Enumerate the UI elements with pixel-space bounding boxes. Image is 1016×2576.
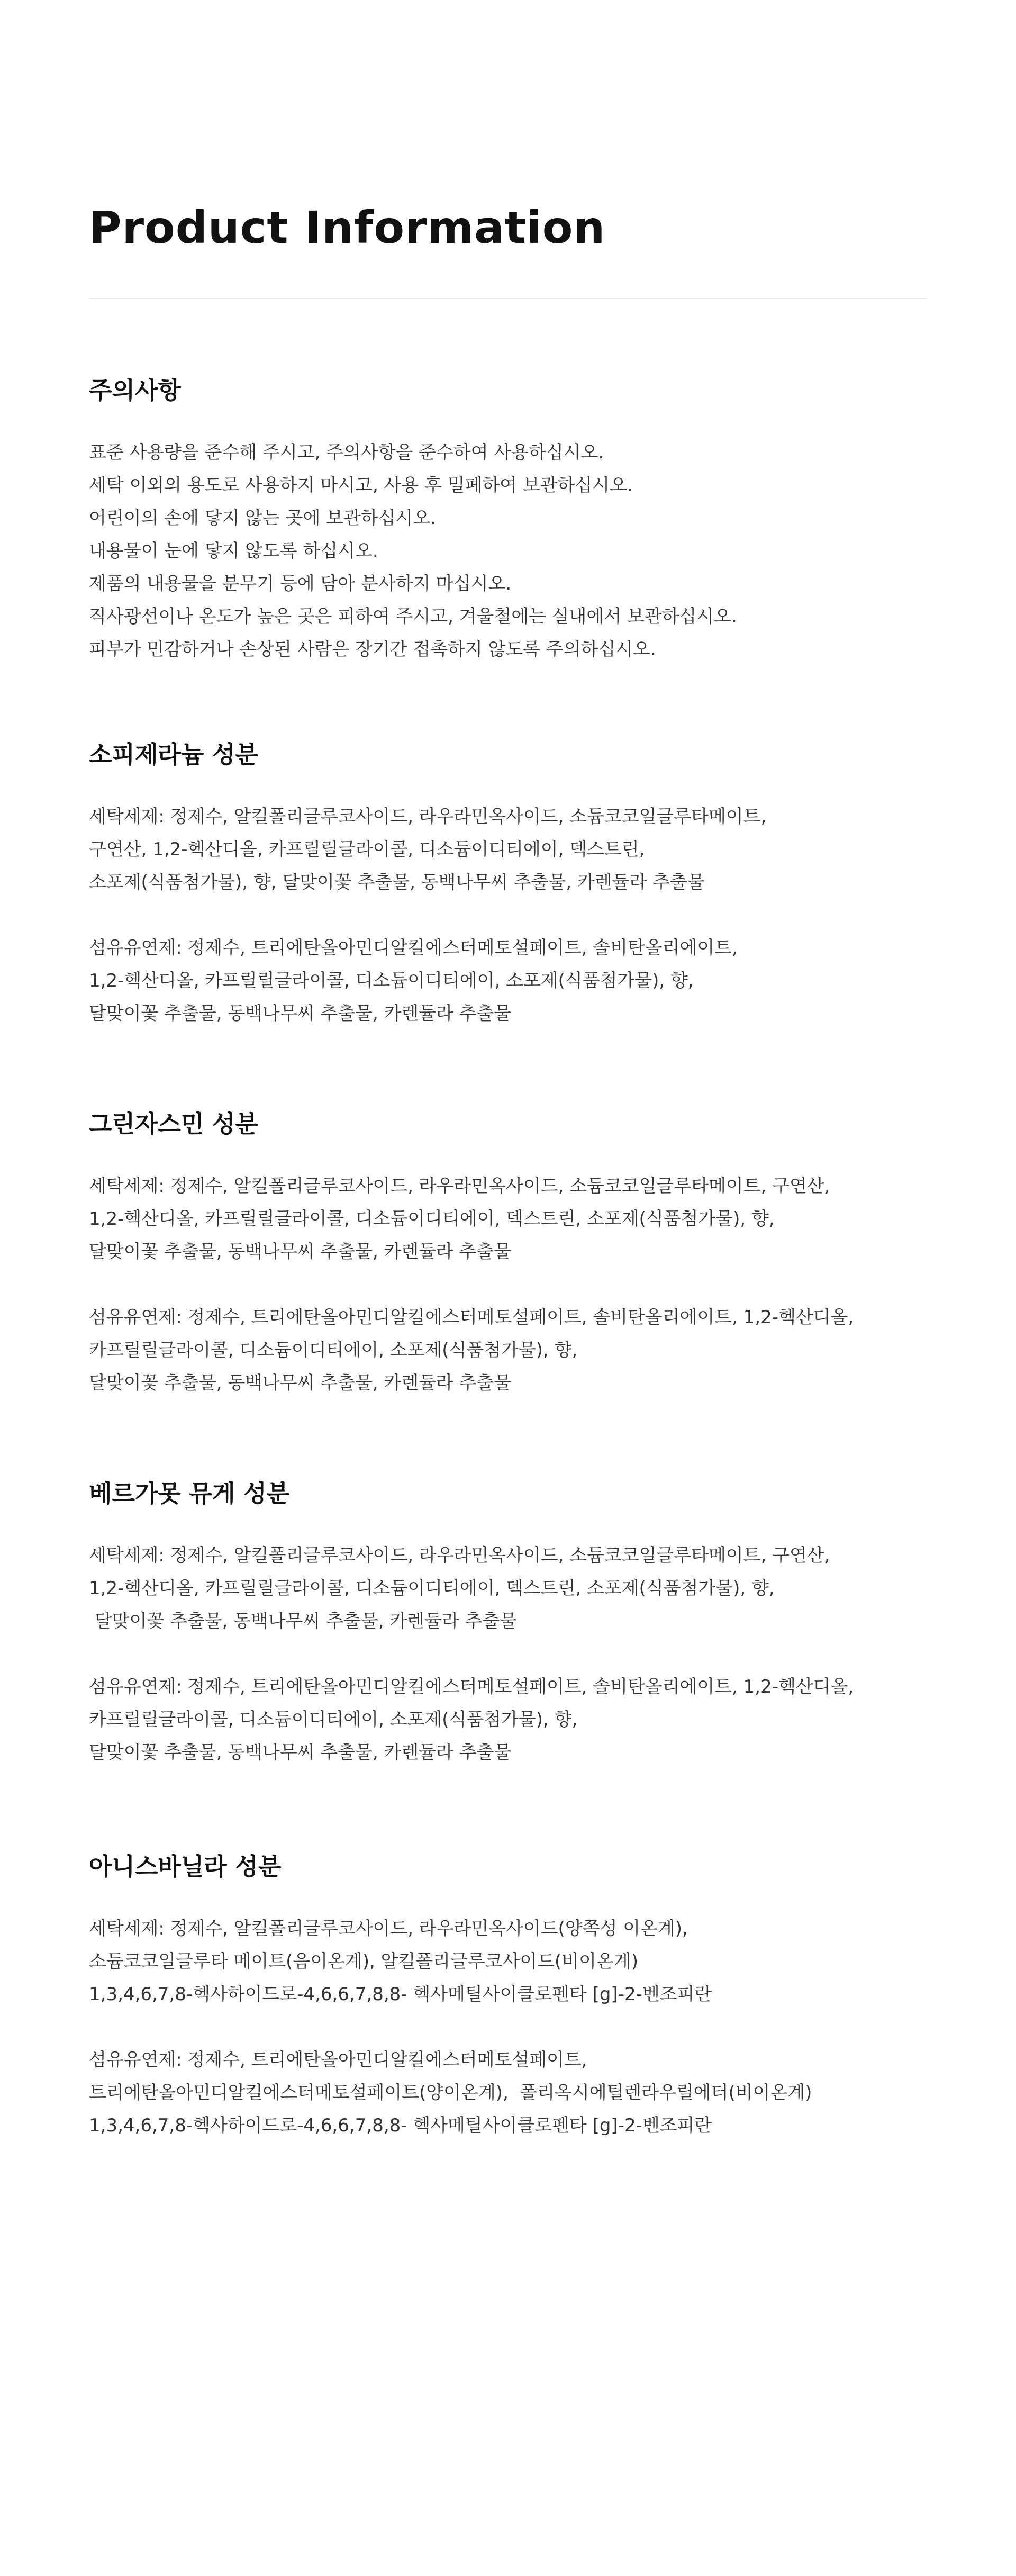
softener-ingredients — [89, 1301, 927, 1399]
text-line: 세탁세제: 정제수, 알킬폴리글루코사이드, 라우라민옥사이드, 소듐코코일글루타메이트, — [89, 806, 767, 827]
text-line: 달맞이꽃 추출물, 동백나무씨 추출물, 카렌듈라 추출물 — [89, 1003, 512, 1024]
section-body — [89, 800, 927, 1030]
text-line: 카프릴릴글라이콜, 디소듐이디티에이, 소포제(식품첨가물), 향, — [89, 1709, 578, 1730]
text-line: 섬유유연제: 정제수, 트리에탄올아민디알킬에스터메토설페이트, 솔비탄올리에이트, 1,2-헥산디올, — [89, 1307, 854, 1328]
section-heading: 소피제라늄 성분 — [89, 740, 258, 769]
text-line: 피부가 민감하거나 손상된 사람은 장기간 접촉하지 않도록 주의하십시오. — [89, 639, 656, 660]
text-line: 트리에탄올아민디알킬에스터메토설페이트(양이온계), 폴리옥시에틸렌라우릴에터(비이온계) — [89, 2082, 812, 2103]
text-line: 섬유유연제: 정제수, 트리에탄올아민디알킬에스터메토설페이트, 솔비탄올리에이트, — [89, 937, 738, 959]
text-line: 1,3,4,6,7,8-헥사하이드로-4,6,6,7,8,8- 헥사메틸사이클로펜타 [g]-2-벤조피란 — [89, 1984, 712, 2005]
section-heading: 주의사항 — [89, 376, 181, 404]
text-line: 내용물이 눈에 닿지 않도록 하십시오. — [89, 540, 378, 562]
text-line: 직사광선이나 온도가 높은 곳은 피하여 주시고, 겨울철에는 실내에서 보관하십시오. — [89, 606, 737, 627]
title-divider — [89, 298, 927, 299]
section-heading: 베르가못 뮤게 성분 — [89, 1479, 290, 1507]
text-line: 1,3,4,6,7,8-헥사하이드로-4,6,6,7,8,8- 헥사메틸사이클로펜타 [g]-2-벤조피란 — [89, 2115, 712, 2136]
text-line: 세탁세제: 정제수, 알킬폴리글루코사이드, 라우라민옥사이드, 소듐코코일글루타메이트, 구연산, — [89, 1545, 830, 1566]
text-line: 달맞이꽃 추출물, 동백나무씨 추출물, 카렌듈라 추출물 — [89, 1742, 512, 1763]
section-ingredients-geranium — [89, 739, 927, 1030]
text-line: 1,2-헥산디올, 카프릴릴글라이콜, 디소듐이디티에이, 덱스트린, 소포제(식품첨가물), 향, — [89, 1578, 775, 1599]
softener-ingredients — [89, 932, 927, 1030]
section-heading: 그린자스민 성분 — [89, 1110, 258, 1138]
section-body — [89, 1170, 927, 1399]
section-body — [89, 1539, 927, 1769]
text-line: 표준 사용량을 준수해 주시고, 주의사항을 준수하여 사용하십시오. — [89, 442, 604, 463]
text-line: 달맞이꽃 추출물, 동백나무씨 추출물, 카렌듈라 추출물 — [89, 1611, 518, 1632]
text-line: 1,2-헥산디올, 카프릴릴글라이콜, 디소듐이디티에이, 소포제(식품첨가물), 향, — [89, 970, 694, 991]
section-ingredients-jasmine — [89, 1108, 927, 1399]
softener-ingredients — [89, 1670, 927, 1769]
softener-ingredients — [89, 2044, 927, 2142]
detergent-ingredients — [89, 1912, 927, 2011]
section-heading: 아니스바닐라 성분 — [89, 1852, 282, 1881]
text-line: 섬유유연제: 정제수, 트리에탄올아민디알킬에스터메토설페이트, 솔비탄올리에이트, 1,2-헥산디올, — [89, 1676, 854, 1697]
section-caution — [89, 375, 927, 666]
text-line: 소듐코코일글루타 메이트(음이온계), 알킬폴리글루코사이드(비이온계) — [89, 1951, 638, 1972]
text-line: 세탁 이외의 용도로 사용하지 마시고, 사용 후 밀폐하여 보관하십시오. — [89, 475, 633, 496]
section-ingredients-bergamot — [89, 1478, 927, 1769]
section-body — [89, 436, 927, 666]
text-line: 세탁세제: 정제수, 알킬폴리글루코사이드, 라우라민옥사이드, 소듐코코일글루타메이트, 구연산, — [89, 1176, 830, 1197]
text-line: 달맞이꽃 추출물, 동백나무씨 추출물, 카렌듈라 추출물 — [89, 1241, 512, 1262]
text-line: 1,2-헥산디올, 카프릴릴글라이콜, 디소듐이디티에이, 덱스트린, 소포제(식품첨가물), 향, — [89, 1208, 775, 1230]
text-line: 달맞이꽃 추출물, 동백나무씨 추출물, 카렌듈라 추출물 — [89, 1372, 512, 1394]
detergent-ingredients — [89, 800, 927, 899]
text-line: 카프릴릴글라이콜, 디소듐이디티에이, 소포제(식품첨가물), 향, — [89, 1340, 578, 1361]
text-line: 세탁세제: 정제수, 알킬폴리글루코사이드, 라우라민옥사이드(양쪽성 이온계), — [89, 1918, 688, 1939]
text-line: 구연산, 1,2-헥산디올, 카프릴릴글라이콜, 디소듐이디티에이, 덱스트린, — [89, 839, 645, 860]
text-line: 소포제(식품첨가물), 향, 달맞이꽃 추출물, 동백나무씨 추출물, 카렌듈라 추출물 — [89, 872, 705, 893]
detergent-ingredients — [89, 1539, 927, 1638]
section-body — [89, 1912, 927, 2142]
text-line: 어린이의 손에 닿지 않는 곳에 보관하십시오. — [89, 508, 437, 529]
text-line: 섬유유연제: 정제수, 트리에탄올아민디알킬에스터메토설페이트, — [89, 2049, 587, 2071]
page-title: Product Information — [89, 202, 606, 254]
detergent-ingredients — [89, 1170, 927, 1268]
caution-paragraph — [89, 436, 927, 666]
text-line: 제품의 내용물을 분무기 등에 담아 분사하지 마십시오. — [89, 573, 512, 594]
section-ingredients-vanilla — [89, 1851, 927, 2142]
